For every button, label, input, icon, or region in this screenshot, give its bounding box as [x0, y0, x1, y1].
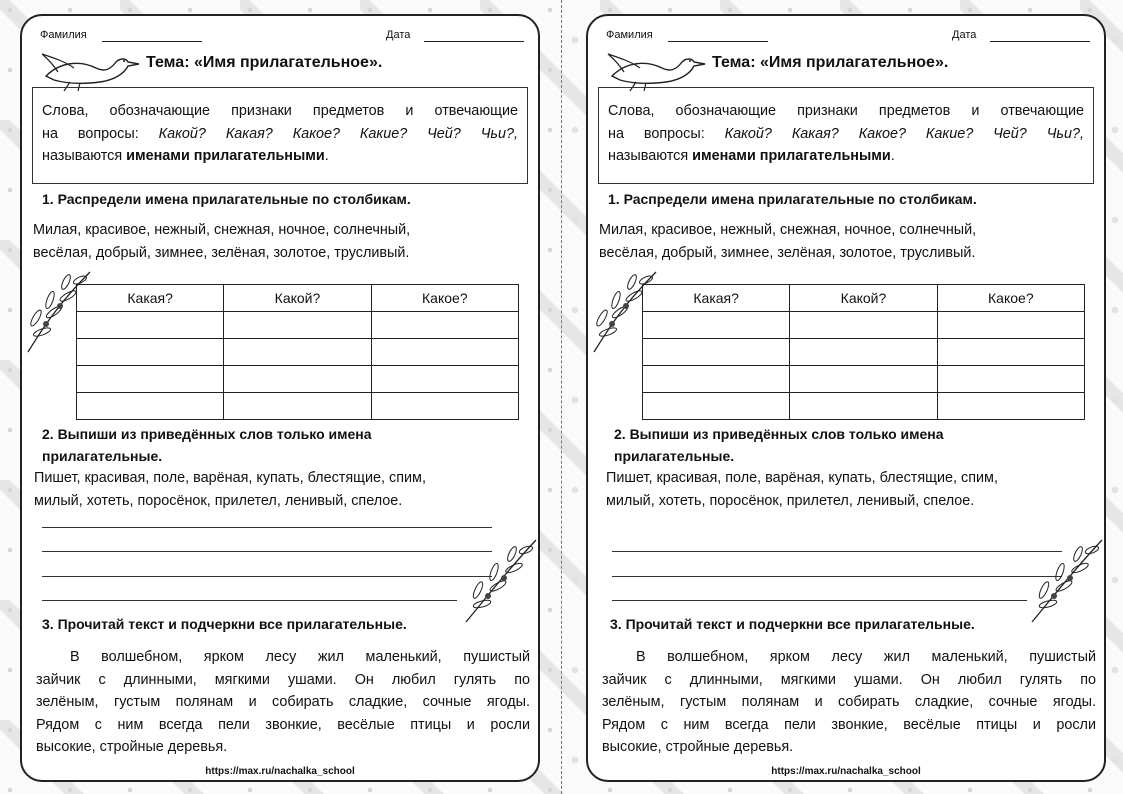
surname-label: Фамилия [606, 29, 653, 41]
task2-words-line-1: Пишет, красивая, поле, варёная, купать, блестящие, спим, [606, 470, 998, 486]
table-cell[interactable] [643, 366, 790, 393]
column-header-kakoe: Какое? [371, 285, 518, 312]
task3-story [36, 646, 530, 759]
rule-box [598, 87, 1094, 184]
rule-line-3 [42, 145, 518, 168]
rule-term: именами прилагательными [692, 148, 891, 164]
rule-line-2 [42, 123, 518, 146]
table-row [77, 339, 519, 366]
adjectives-table [76, 284, 519, 420]
rule-line-3-suffix: . [324, 148, 329, 164]
answer-line[interactable] [612, 551, 1062, 552]
table-cell[interactable] [371, 339, 518, 366]
date-label: Дата [952, 29, 977, 41]
table-cell[interactable] [371, 366, 518, 393]
task3-heading: 3. Прочитай текст и подчеркни все прилагательные. [610, 616, 975, 632]
task2-words-line-1: Пишет, красивая, поле, варёная, купать, блестящие, спим, [34, 470, 426, 486]
task2-heading [42, 423, 372, 467]
story-line: зелёным, густым полянам и собирать сладкие, сочные ягоды. [36, 694, 530, 710]
surname-field[interactable] [102, 41, 202, 42]
table-row [643, 393, 1085, 420]
olive-branch-icon [462, 536, 540, 626]
story-line: высокие, стройные деревья. [602, 739, 794, 755]
table-cell[interactable] [790, 339, 937, 366]
table-cell[interactable] [643, 312, 790, 339]
table-cell[interactable] [937, 339, 1084, 366]
story-line: высокие, стройные деревья. [36, 739, 228, 755]
story-line: В волшебном, ярком лесу жил маленький, пушистый [636, 649, 1096, 665]
rule-line-3-suffix: . [890, 148, 895, 164]
column-header-kakoy: Какой? [224, 285, 371, 312]
rule-line-1: Слова, обозначающие признаки предметов и отвечающие [42, 103, 518, 119]
task2-words-line-2: милый, хотеть, поросёнок, прилетел, ленивый, спелое. [606, 492, 975, 509]
task1-words [33, 219, 533, 264]
surname-field[interactable] [668, 41, 768, 42]
table-cell[interactable] [77, 312, 224, 339]
table-cell[interactable] [371, 393, 518, 420]
answer-line[interactable] [42, 576, 492, 577]
task2-heading-line-2: прилагательные. [42, 448, 163, 464]
rule-questions: Какой? Какая? Какое? Какие? Чей? Чьи?, [158, 125, 518, 142]
task2-words-line-2: милый, хотеть, поросёнок, прилетел, ленивый, спелое. [34, 492, 403, 509]
answer-line[interactable] [42, 600, 457, 601]
cut-line [561, 0, 562, 794]
table-cell[interactable] [224, 366, 371, 393]
column-header-kakaya: Какая? [643, 285, 790, 312]
table-cell[interactable] [937, 393, 1084, 420]
story-line: Рядом с ним всегда пели звонкие, весёлые птицы и росли [36, 716, 530, 733]
stork-icon [606, 50, 706, 92]
answer-line[interactable] [42, 551, 492, 552]
table-row [77, 393, 519, 420]
task1-words-line-2: весёлая, добрый, зимнее, зелёная, золотое, трусливый. [599, 244, 976, 261]
task1-words-line-1: Милая, красивое, нежный, снежная, ночное, солнечный, [33, 222, 411, 238]
rule-line-3-prefix: называются [608, 148, 693, 164]
rule-line-1: Слова, обозначающие признаки предметов и отвечающие [608, 103, 1084, 119]
date-label: Дата [386, 29, 411, 41]
table-row [643, 312, 1085, 339]
table-cell[interactable] [937, 366, 1084, 393]
task2-words [34, 467, 534, 512]
table-cell[interactable] [77, 393, 224, 420]
rule-line-2 [608, 123, 1084, 146]
stork-icon [40, 50, 140, 92]
footer-link[interactable]: https://max.ru/nachalka_school [771, 766, 921, 777]
table-cell[interactable] [790, 366, 937, 393]
olive-branch-icon [1028, 536, 1106, 626]
story-line: В волшебном, ярком лесу жил маленький, пушистый [70, 649, 530, 665]
task2-heading-line-2: прилагательные. [614, 448, 735, 464]
table-cell[interactable] [224, 393, 371, 420]
table-cell[interactable] [790, 393, 937, 420]
task2-heading-line-1: 2. Выпиши из приведённых слов только имена [42, 426, 372, 442]
answer-line[interactable] [42, 527, 492, 528]
worksheet-right [586, 14, 1106, 782]
table-cell[interactable] [77, 339, 224, 366]
table-cell[interactable] [937, 312, 1084, 339]
table-cell[interactable] [643, 339, 790, 366]
footer-link[interactable]: https://max.ru/nachalka_school [205, 766, 355, 777]
table-row [643, 366, 1085, 393]
worksheet-left [20, 14, 540, 782]
column-header-kakaya: Какая? [77, 285, 224, 312]
table-cell[interactable] [224, 312, 371, 339]
rule-line-3 [608, 145, 1084, 168]
answer-line[interactable] [612, 600, 1027, 601]
task1-words-line-1: Милая, красивое, нежный, снежная, ночное, солнечный, [599, 222, 977, 238]
surname-label: Фамилия [40, 29, 87, 41]
adjectives-table [642, 284, 1085, 420]
column-header-kakoe: Какое? [937, 285, 1084, 312]
rule-box [32, 87, 528, 184]
task3-heading: 3. Прочитай текст и подчеркни все прилагательные. [42, 616, 407, 632]
date-field[interactable] [990, 41, 1090, 42]
rule-line-2-prefix: на вопросы: [42, 125, 159, 142]
task1-heading: 1. Распредели имена прилагательные по столбикам. [608, 191, 977, 207]
task1-heading: 1. Распредели имена прилагательные по столбикам. [42, 191, 411, 207]
table-cell[interactable] [790, 312, 937, 339]
task3-story [602, 646, 1096, 759]
worksheet-title: Тема: «Имя прилагательное». [712, 54, 949, 71]
story-line: зелёным, густым полянам и собирать сладкие, сочные ягоды. [602, 694, 1096, 710]
task2-heading-line-1: 2. Выпиши из приведённых слов только имена [614, 426, 944, 442]
table-row [77, 366, 519, 393]
story-line: зайчик с длинными, мягкими ушами. Он любил гулять по [36, 671, 530, 688]
answer-line[interactable] [612, 576, 1062, 577]
table-cell[interactable] [371, 312, 518, 339]
story-line: зайчик с длинными, мягкими ушами. Он любил гулять по [602, 671, 1096, 688]
rule-term: именами прилагательными [126, 148, 325, 164]
rule-questions: Какой? Какая? Какое? Какие? Чей? Чьи?, [724, 125, 1084, 142]
column-header-kakoy: Какой? [790, 285, 937, 312]
table-cell[interactable] [643, 393, 790, 420]
date-field[interactable] [424, 41, 524, 42]
table-cell[interactable] [77, 366, 224, 393]
task1-words-line-2: весёлая, добрый, зимнее, зелёная, золотое, трусливый. [33, 244, 410, 261]
worksheet-title: Тема: «Имя прилагательное». [146, 54, 383, 71]
table-row [643, 339, 1085, 366]
table-row [77, 312, 519, 339]
task1-words [599, 219, 1099, 264]
story-line: Рядом с ним всегда пели звонкие, весёлые птицы и росли [602, 716, 1096, 733]
table-cell[interactable] [224, 339, 371, 366]
rule-line-2-prefix: на вопросы: [608, 125, 725, 142]
task2-words [606, 467, 1106, 512]
rule-line-3-prefix: называются [42, 148, 127, 164]
task2-heading [614, 423, 944, 467]
